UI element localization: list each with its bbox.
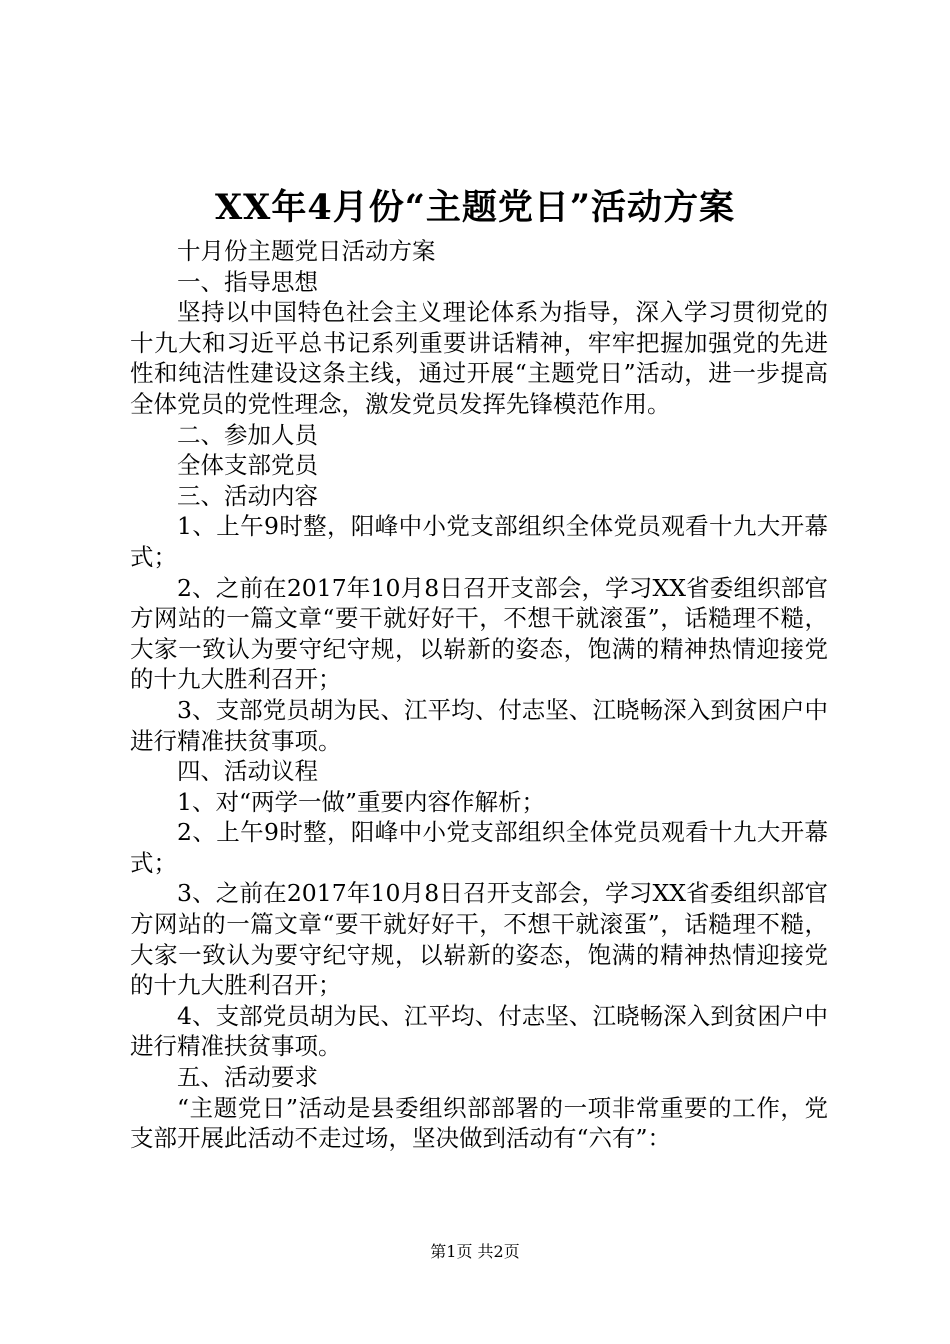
subtitle: 十月份主题党日活动方案 bbox=[177, 237, 436, 265]
section-heading-guiding-ideology: 一、指导思想 bbox=[177, 267, 318, 296]
agenda-item-3: 3、之前在2017年10月8日召开支部会，学习XX省委组织部官方网站的一篇文章“要干就好好干，不想干就滚蛋”，话糙理不糙，大家一致认为要守纪守规，以崭新的姿态，饱满的精神热情迎接党的十九大胜利召开； bbox=[130, 879, 828, 1000]
section-heading-activity-content: 三、活动内容 bbox=[177, 481, 318, 510]
section-heading-requirements: 五、活动要求 bbox=[177, 1063, 318, 1092]
section-heading-participants: 二、参加人员 bbox=[177, 420, 318, 449]
agenda-item-4: 4、支部党员胡为民、江平均、付志坚、江晓畅深入到贫困户中进行精准扶贫事项。 bbox=[130, 1001, 828, 1061]
document-title: XX年4月份“主题党日”活动方案 bbox=[215, 187, 735, 228]
content-item-1: 1、上午9时整，阳峰中小党支部组织全体党员观看十九大开幕式； bbox=[130, 512, 828, 571]
content-item-3: 3、支部党员胡为民、江平均、付志坚、江晓畅深入到贫困户中进行精准扶贫事项。 bbox=[130, 695, 828, 755]
paragraph-guiding-ideology: 坚持以中国特色社会主义理论体系为指导，深入学习贯彻党的十九大和习近平总书记系列重要讲话精神，牢牢把握加强党的先进性和纯洁性建设这条主线，通过开展“主题党日”活动，进一步提高全体党员的党性理念，激发党员发挥先锋模范作用。 bbox=[130, 298, 828, 418]
content-item-2: 2、之前在2017年10月8日召开支部会，学习XX省委组织部官方网站的一篇文章“要干就好好干，不想干就滚蛋”，话糙理不糙，大家一致认为要守纪守规，以崭新的姿态，饱满的精神热情迎接党的十九大胜利召开； bbox=[130, 573, 828, 694]
page-footer: 第1页 共2页 bbox=[430, 1242, 520, 1261]
paragraph-participants: 全体支部党员 bbox=[177, 451, 318, 480]
paragraph-requirements: “主题党日”活动是县委组织部部署的一项非常重要的工作，党支部开展此活动不走过场，坚决做到活动有“六有”： bbox=[130, 1093, 828, 1153]
section-heading-agenda: 四、活动议程 bbox=[177, 757, 318, 786]
agenda-item-2: 2、上午9时整，阳峰中小党支部组织全体党员观看十九大开幕式； bbox=[130, 818, 828, 877]
agenda-item-1: 1、对“两学一做”重要内容作解析； bbox=[177, 787, 545, 816]
document-body bbox=[130, 236, 828, 1154]
